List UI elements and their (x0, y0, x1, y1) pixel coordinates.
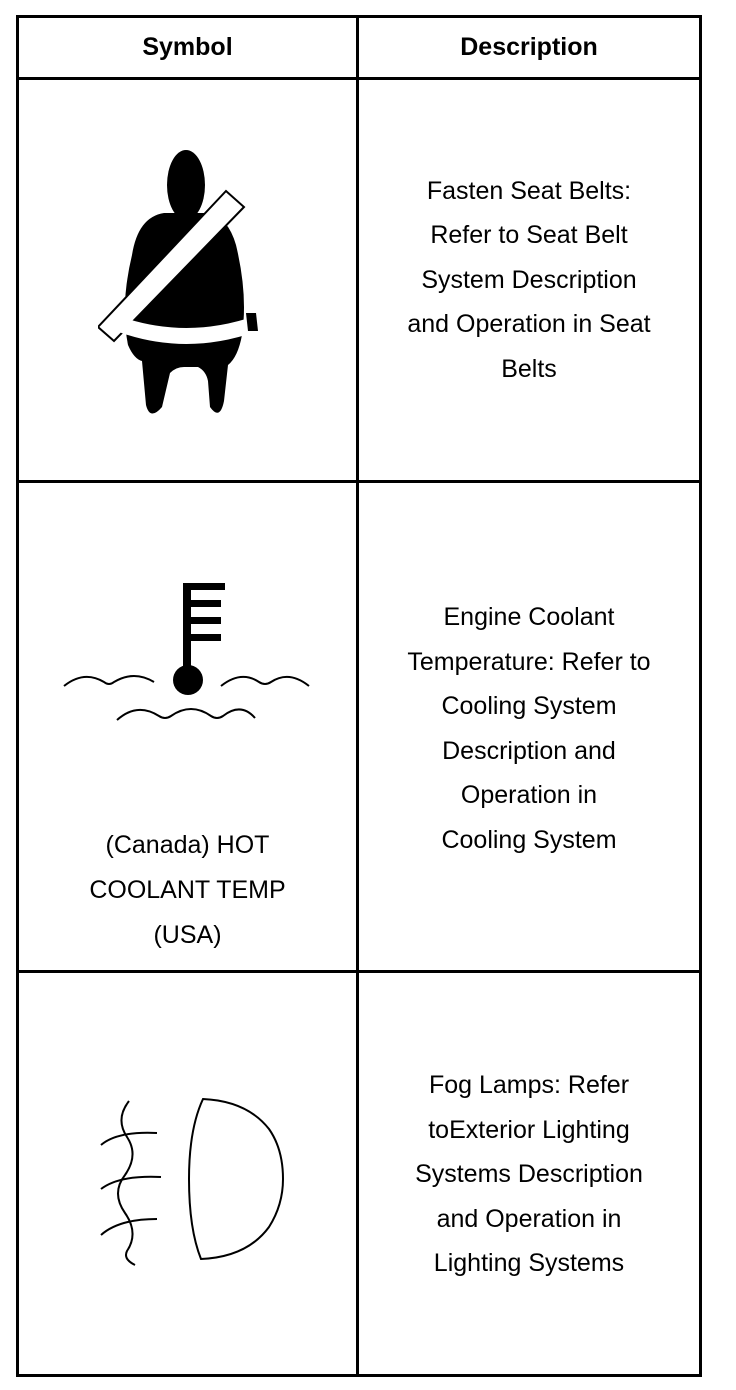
table-row-symbol-cell (19, 80, 356, 480)
symbol-caption: (Canada) HOT COOLANT TEMP (USA) (89, 831, 286, 949)
fog-lamp-icon (97, 1089, 287, 1269)
table-row-description: Engine Coolant Temperature: Refer to Cooling System Description and Operation in Cooling System (407, 603, 651, 854)
table-row-description: Fasten Seat Belts: Refer to Seat Belt System Description and Operation in Seat Belts (407, 176, 651, 383)
table-row-symbol-cell (19, 483, 356, 970)
table-row-description: Fog Lamps: Refer toExterior Lighting Systems Description and Operation in Lighting Systems (415, 1071, 643, 1277)
coolant-temperature-icon (59, 578, 319, 728)
seat-belt-icon (98, 145, 278, 415)
header-description: Description (460, 33, 598, 61)
table-row-symbol-cell (19, 973, 356, 1377)
header-symbol: Symbol (142, 33, 233, 61)
